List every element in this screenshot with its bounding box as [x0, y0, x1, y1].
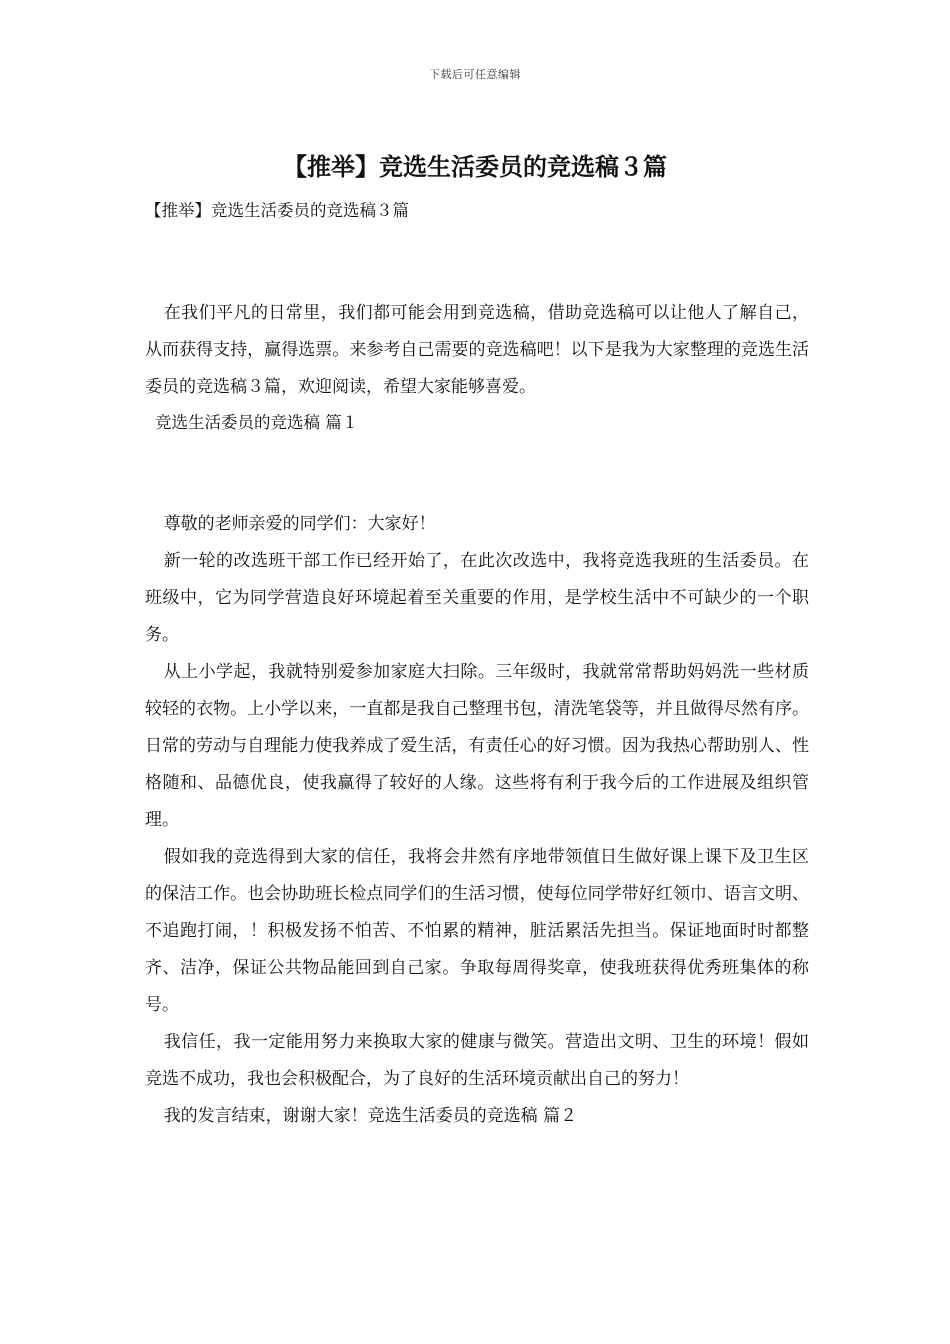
document-title: 【推举】竞选生活委员的竞选稿３篇 — [283, 152, 667, 181]
intro-paragraph-block — [145, 295, 809, 406]
body-paragraph: 新一轮的改选班干部工作已经开始了，在此次改选中，我将竞选我班的生活委员。在班级中，它为同学营造良好环境起着至关重要的作用，是学校生活中不可缺少的一个职务。 — [145, 551, 809, 645]
body-paragraph: 我信任，我一定能用努力来换取大家的健康与微笑。营造出文明、卫生的环境！假如竞选不成功，我也会积极配合，为了良好的生活环境贡献出自己的努力！ — [145, 1032, 809, 1089]
section-1-body — [145, 506, 809, 1135]
closing-paragraph: 我的发言结束，谢谢大家！竞选生活委员的竞选稿 篇２ — [163, 1106, 578, 1126]
intro-paragraph: 在我们平凡的日常里，我们都可能会用到竞选稿，借助竞选稿可以让他人了解自己，从而获得支持，赢得选票。来参考自己需要的竞选稿吧！以下是我为大家整理的竞选生活委员的竞选稿３篇，欢迎阅读，希望大家能够喜爱。 — [145, 303, 809, 397]
greeting-paragraph: 尊敬的老师亲爱的同学们：大家好！ — [163, 514, 436, 534]
body-paragraph: 假如我的竞选得到大家的信任，我将会井然有序地带领值日生做好课上课下及卫生区的保洁工作。也会协助班长检点同学们的生活习惯，使每位同学带好红领巾、语言文明、不追跑打闹，！积极发扬不怕苦、不怕累的精神，脏活累活先担当。保证地面时时都整齐、洁净，保证公共物品能回到自己家。争取每周得奖章，使我班获得优秀班集体的称号。 — [145, 847, 809, 1015]
section-heading-1: 竞选生活委员的竞选稿 篇１ — [155, 413, 359, 432]
header-note: 下载后可任意编辑 — [429, 68, 521, 81]
document-subtitle: 【推举】竞选生活委员的竞选稿３篇 — [145, 201, 409, 220]
body-paragraph: 从上小学起，我就特别爱参加家庭大扫除。三年级时，我就常常帮助妈妈洗一些材质较轻的衣物。上小学以来，一直都是我自己整理书包，清洗笔袋等，并且做得尽然有序。日常的劳动与自理能力使我养成了爱生活，有责任心的好习惯。因为我热心帮助别人、性格随和、品德优良，使我赢得了较好的人缘。这些将有利于我今后的工作进展及组织管理。 — [145, 662, 809, 830]
